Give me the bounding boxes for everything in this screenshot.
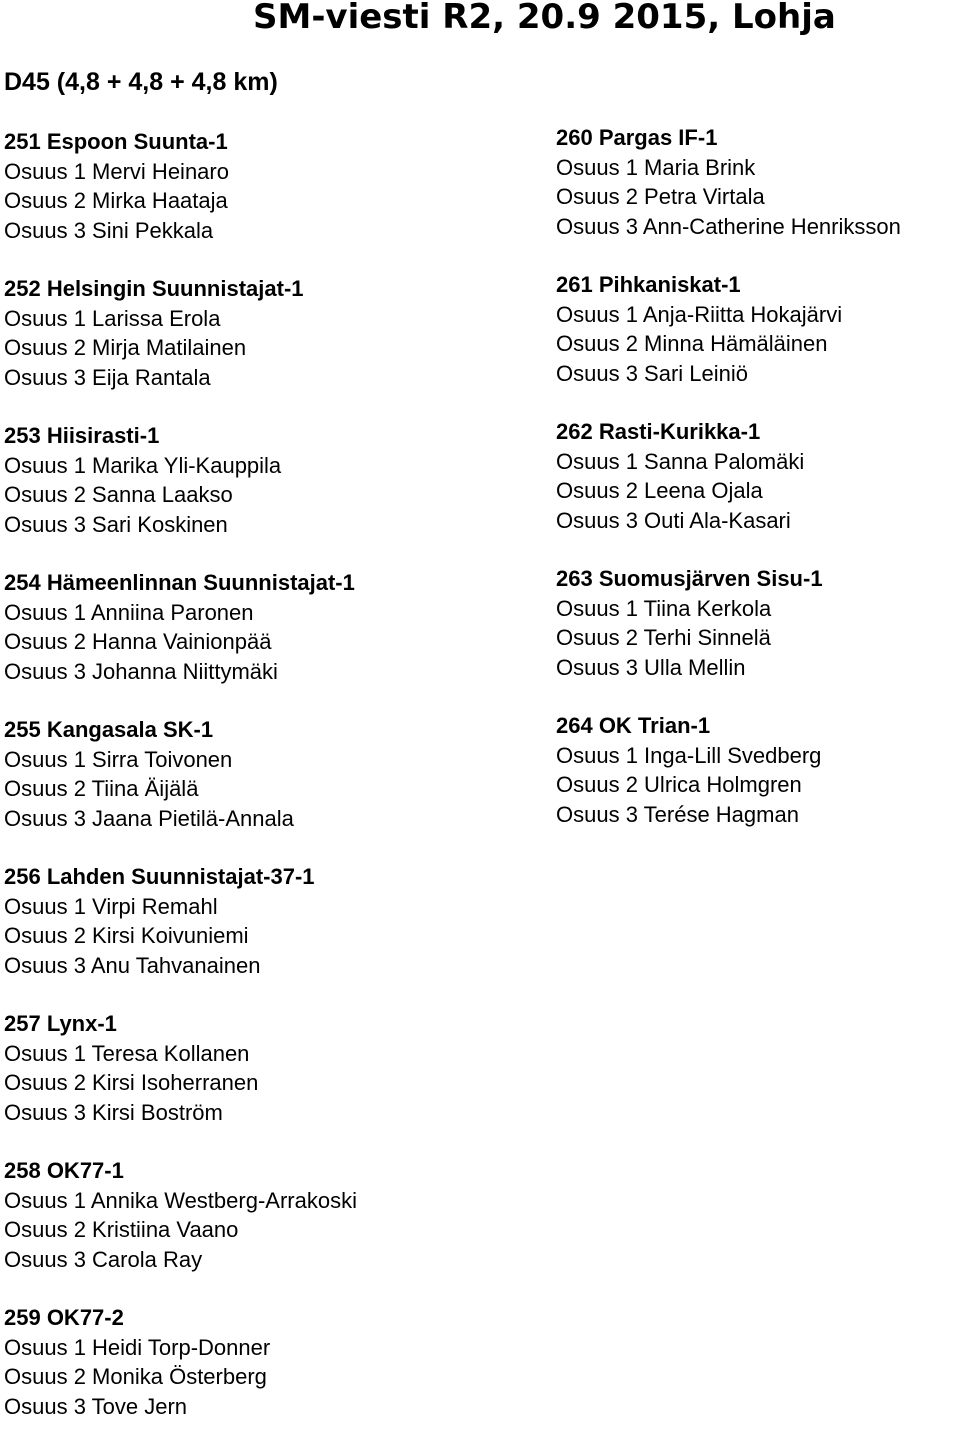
team-name: 264 OK Trian-1 xyxy=(556,713,711,738)
runner-leg: Osuus 3 Eija Rantala xyxy=(4,364,211,390)
runner-leg: Osuus 3 Outi Ala-Kasari xyxy=(556,507,791,533)
runner-leg: Osuus 3 Tove Jern xyxy=(4,1393,188,1419)
team-name: 258 OK77-1 xyxy=(4,1158,124,1183)
team-name: 251 Espoon Suunta-1 xyxy=(4,129,228,154)
team-block xyxy=(4,1156,357,1303)
runner-leg: Osuus 3 Sari Koskinen xyxy=(4,511,228,537)
runner-leg: Osuus 1 Anniina Paronen xyxy=(4,599,254,625)
runner-leg: Osuus 1 Heidi Torp-Donner xyxy=(4,1334,271,1360)
runner-leg: Osuus 3 Johanna Niittymäki xyxy=(4,658,278,684)
team-block xyxy=(4,421,357,568)
team-block xyxy=(556,123,901,270)
runner-leg: Osuus 3 Jaana Pietilä-Annala xyxy=(4,805,294,831)
team-name: 263 Suomusjärven Sisu-1 xyxy=(556,566,823,591)
team-name: 256 Lahden Suunnistajat-37-1 xyxy=(4,864,315,889)
runner-leg: Osuus 2 Tiina Äijälä xyxy=(4,776,199,801)
runner-leg: Osuus 3 Ulla Mellin xyxy=(556,654,746,680)
runner-leg: Osuus 2 Minna Hämäläinen xyxy=(556,331,828,356)
runner-leg: Osuus 2 Kirsi Koivuniemi xyxy=(4,923,249,948)
team-name: 261 Pihkaniskat-1 xyxy=(556,272,741,297)
page-title: SM-viesti R2, 20.9 2015, Lohja xyxy=(253,0,836,37)
category-heading: D45 (4,8 + 4,8 + 4,8 km) xyxy=(4,68,278,96)
team-block xyxy=(4,1009,357,1156)
runner-leg: Osuus 3 Sari Leiniö xyxy=(556,360,748,386)
runner-leg: Osuus 2 Sanna Laakso xyxy=(4,482,233,507)
runner-leg: Osuus 3 Sini Pekkala xyxy=(4,217,214,243)
runner-leg: Osuus 3 Terése Hagman xyxy=(556,801,799,827)
team-name: 262 Rasti-Kurikka-1 xyxy=(556,419,761,444)
team-name: 260 Pargas IF-1 xyxy=(556,125,718,150)
runner-leg: Osuus 1 Tiina Kerkola xyxy=(556,595,772,621)
team-name: 259 OK77-2 xyxy=(4,1305,124,1330)
runner-leg: Osuus 1 Larissa Erola xyxy=(4,305,221,331)
team-block xyxy=(556,564,901,711)
runner-leg: Osuus 2 Monika Österberg xyxy=(4,1364,267,1389)
runner-leg: Osuus 1 Inga-Lill Svedberg xyxy=(556,742,822,768)
runner-leg: Osuus 3 Anu Tahvanainen xyxy=(4,952,261,978)
runner-leg: Osuus 1 Maria Brink xyxy=(556,154,756,180)
runner-leg: Osuus 1 Marika Yli-Kauppila xyxy=(4,452,282,478)
team-block xyxy=(4,1303,357,1450)
runner-leg: Osuus 1 Sanna Palomäki xyxy=(556,448,805,474)
team-name: 255 Kangasala SK-1 xyxy=(4,717,214,742)
team-block xyxy=(556,270,901,417)
runner-leg: Osuus 2 Mirja Matilainen xyxy=(4,335,247,360)
runner-leg: Osuus 3 Kirsi Boström xyxy=(4,1099,223,1125)
runner-leg: Osuus 3 Carola Ray xyxy=(4,1246,203,1272)
runner-leg: Osuus 2 Terhi Sinnelä xyxy=(556,625,771,650)
runner-leg: Osuus 1 Annika Westberg-Arrakoski xyxy=(4,1187,357,1213)
team-block xyxy=(4,568,357,715)
runner-leg: Osuus 1 Anja-Riitta Hokajärvi xyxy=(556,301,843,327)
runner-leg: Osuus 1 Mervi Heinaro xyxy=(4,158,229,184)
team-block xyxy=(4,127,357,274)
left-column xyxy=(4,127,357,1450)
team-block xyxy=(556,417,901,564)
team-block xyxy=(4,274,357,421)
runner-leg: Osuus 1 Teresa Kollanen xyxy=(4,1040,250,1066)
team-name: 254 Hämeenlinnan Suunnistajat-1 xyxy=(4,570,355,595)
runner-leg: Osuus 2 Hanna Vainionpää xyxy=(4,629,272,654)
runner-leg: Osuus 3 Ann-Catherine Henriksson xyxy=(556,213,901,239)
team-name: 257 Lynx-1 xyxy=(4,1011,117,1036)
runner-leg: Osuus 2 Ulrica Holmgren xyxy=(556,772,802,797)
runner-leg: Osuus 2 Leena Ojala xyxy=(556,478,763,503)
runner-leg: Osuus 1 Virpi Remahl xyxy=(4,893,218,919)
team-name: 253 Hiisirasti-1 xyxy=(4,423,160,448)
team-block xyxy=(4,715,357,862)
runner-leg: Osuus 1 Sirra Toivonen xyxy=(4,746,233,772)
team-name: 252 Helsingin Suunnistajat-1 xyxy=(4,276,304,301)
runner-leg: Osuus 2 Kirsi Isoherranen xyxy=(4,1070,259,1095)
runner-leg: Osuus 2 Mirka Haataja xyxy=(4,188,228,213)
team-block xyxy=(4,862,357,1009)
runner-leg: Osuus 2 Petra Virtala xyxy=(556,184,765,209)
runner-leg: Osuus 2 Kristiina Vaano xyxy=(4,1217,239,1242)
right-column xyxy=(556,123,901,858)
team-block xyxy=(556,711,901,858)
